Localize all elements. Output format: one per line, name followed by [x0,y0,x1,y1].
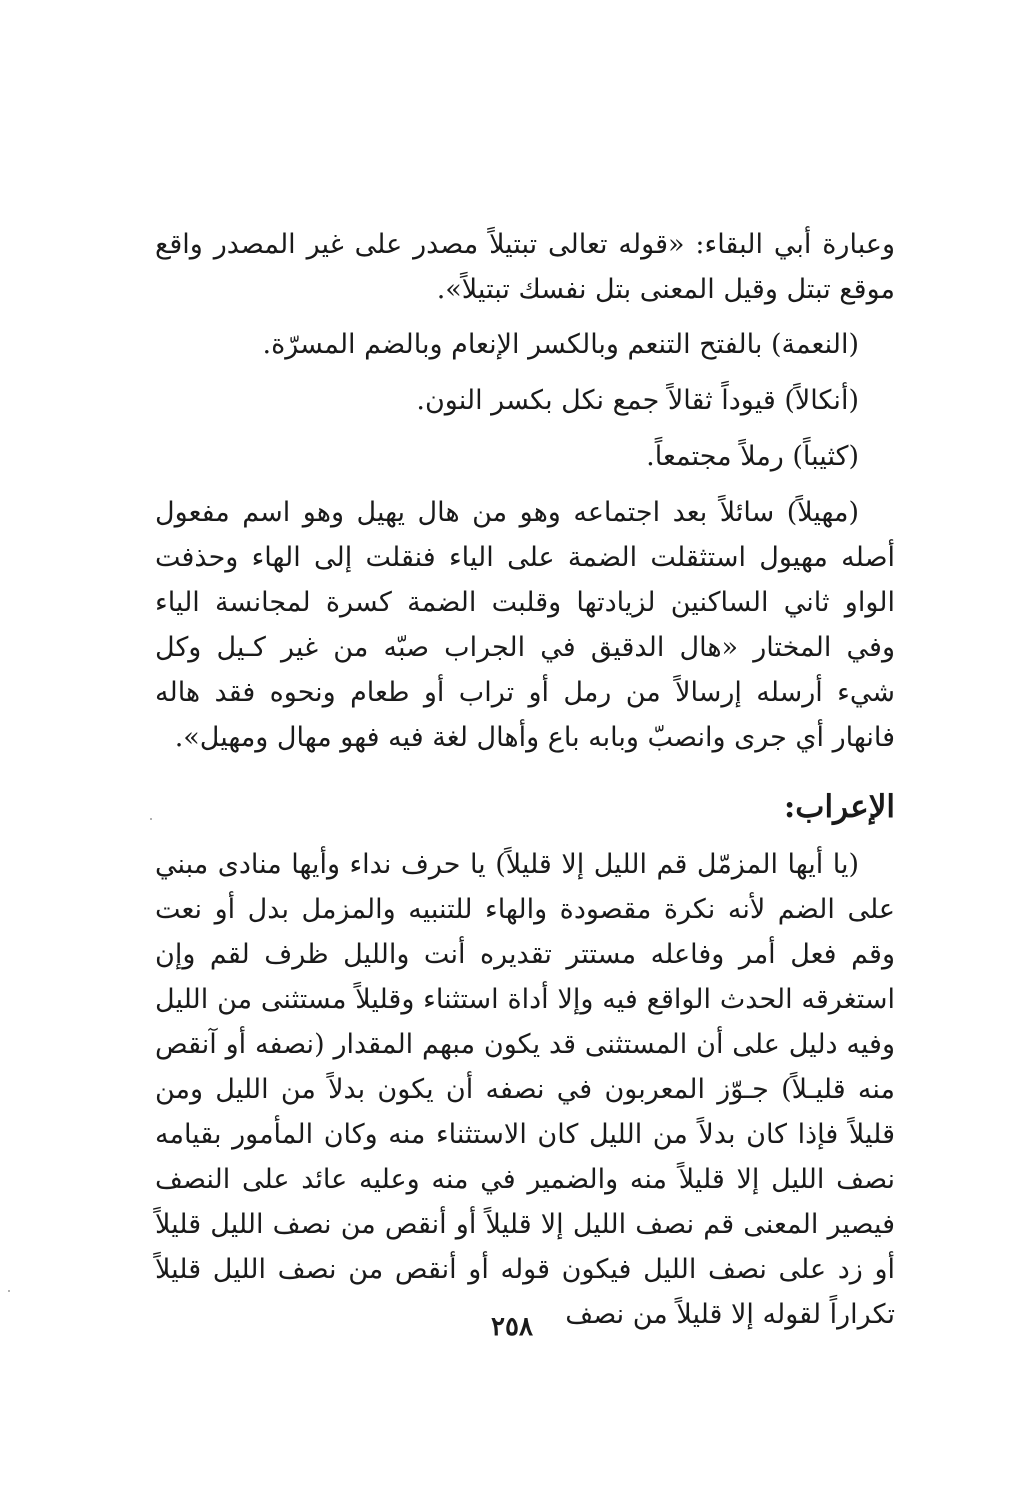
scan-speck [150,818,152,820]
vocab-mahil-paragraph: (مهيلاً) سائلاً بعد اجتماعه وهو من هال يهيل وهو اسم مفعول أصله مهيول استثقلت الضمة على الياء فنقلت إلى الهاء وحذفت الواو ثاني الساكنين لزيادتها وقلبت الضمة كسرة لمجانسة الياء وفي المختار «هال الدقيق في الجراب صبّه من غير كـيل وكل شيء أرسله إرسالاً من رمل أو تراب أو طعام ونحوه فقد هاله فانهار أي جرى وانصبّ وبابه باع وأهال لغة فيه فهو مهال ومهيل». [155,497,895,753]
vocab-nima: (النعمة) بالفتح التنعم وبالكسر الإنعام وبالضم المسرّة. [262,329,859,360]
irab-paragraph: (يا أيها المزمّل قم الليل إلا قليلاً) يا حرف نداء وأيها منادى مبني على الضم لأنه نكرة مقصودة والهاء للتنبيه والمزمل بدل أو نعت وقم فعل أمر وفاعله مستتر تقديره أنت والليل ظرف لقم وإن استغرقه الحدث الواقع فيه وإلا أداة استثناء وقليلاً مستثنى من الليل وفيه دليل على أن المستثنى قد يكون مبهم المقدار (نصفه أو آنقص منه قليـلاً) جـوّز المعربون في نصفه أن يكون بدلاً من الليل ومن قليلاً فإذا كان بدلاً من الليل كان الاستثناء منه وكان المأمور بقيامه نصف الليل إلا قليلاً منه والضمير في منه وعليه عائد على النصف فيصير المعنى قم نصف الليل إلا قليلاً أو أنقص من نصف الليل قليلاً أو زد على نصف الليل فيكون قوله أو أنقص من نصف الليل قليلاً تكراراً لقوله إلا قليلاً من نصف [155,849,895,1330]
spacer [155,314,895,322]
scan-speck [8,1290,10,1292]
quote-paragraph: وعبارة أبي البقاء: «قوله تعالى تبتيلاً مصدر على غير المصدر واقع موقع تبتل وقيل المعنى بتل نفسك تبتيلاً». [155,229,895,305]
vocab-ankal: (أنكالاً) قيوداً ثقالاً جمع نكل بكسر النون. [416,385,859,416]
spacer [155,760,895,782]
page-number: ٢٥٨ [491,1312,533,1342]
vocab-kathib: (كثيباً) رملاً مجتمعاً. [646,441,859,472]
section-heading-irab: الإعراب: [783,789,895,825]
page-body [155,222,895,1337]
